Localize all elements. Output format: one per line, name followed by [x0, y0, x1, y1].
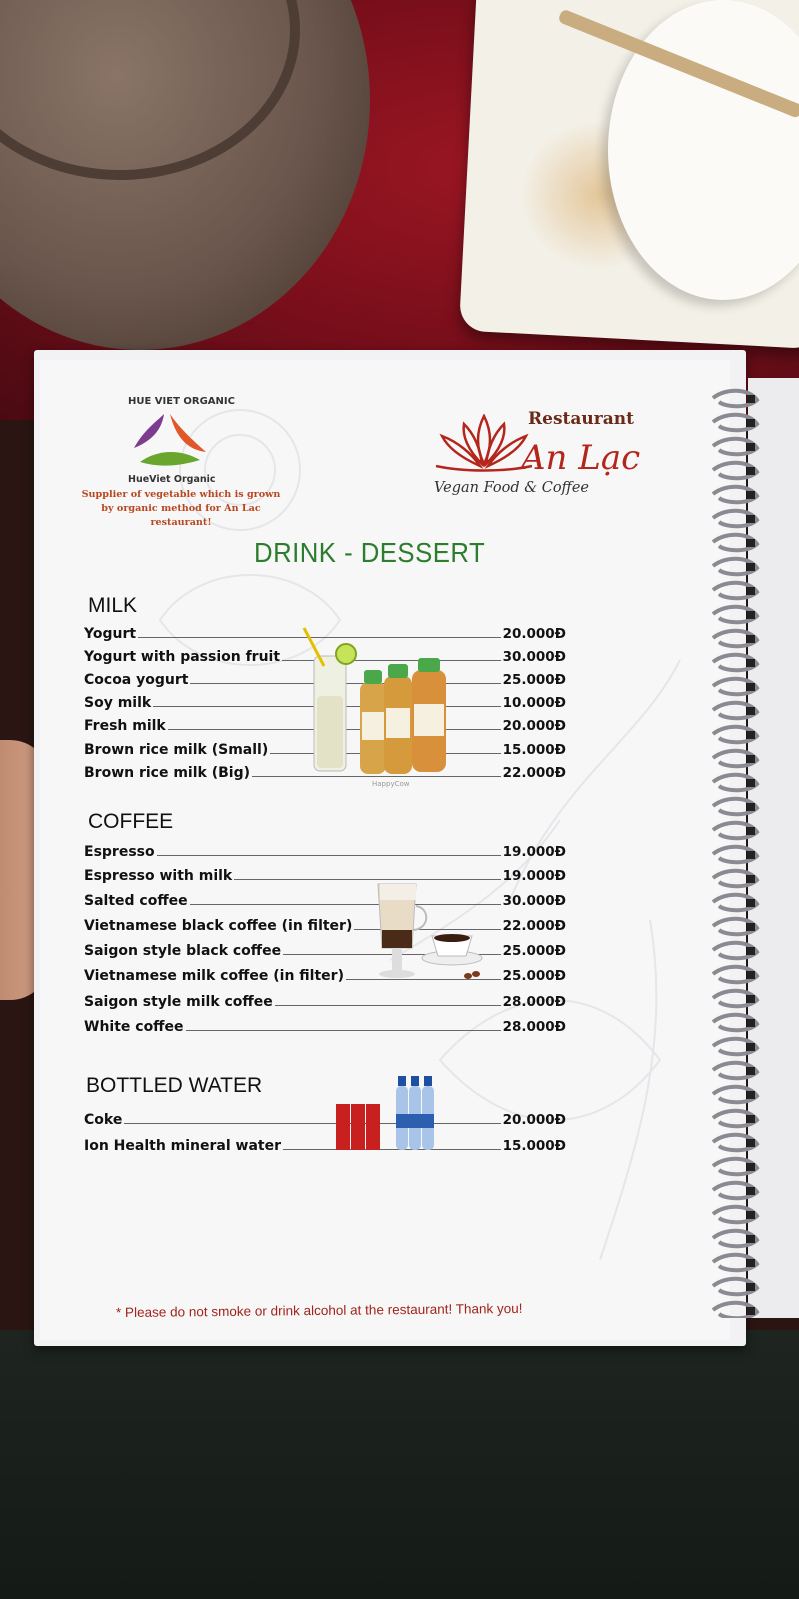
binding-hole	[747, 779, 755, 787]
menu-item-price: 22.000Đ	[502, 918, 566, 934]
binding-hole	[747, 539, 755, 547]
restaurant-word: Restaurant	[528, 409, 634, 429]
happycow-watermark: HappyCow	[372, 780, 410, 788]
binding-hole	[747, 1235, 755, 1243]
binding-hole	[747, 683, 755, 691]
menu-item-name: Ion Health mineral water	[84, 1138, 282, 1154]
binding-hole	[747, 731, 755, 739]
binding-hole	[747, 1211, 755, 1219]
coke-water-icon	[334, 1074, 444, 1154]
supplier-name: HueViet Organic	[128, 474, 216, 485]
yogurt-bottles-icon	[294, 626, 454, 781]
spiral-binding	[705, 388, 775, 1318]
menu-item-name: Yogurt	[84, 626, 137, 642]
menu-item-price: 30.000Đ	[502, 893, 566, 909]
menu-item-price: 22.000Đ	[502, 765, 566, 781]
menu-item-price: 20.000Đ	[502, 1112, 566, 1128]
binding-hole	[747, 1259, 755, 1267]
section-title-coffee: COFFEE	[88, 810, 174, 833]
binding-hole	[747, 1067, 755, 1075]
binding-hole	[747, 995, 755, 1003]
binding-hole	[747, 875, 755, 883]
menu-item-name: Vietnamese black coffee (in filter)	[84, 918, 353, 934]
menu-item-name: Brown rice milk (Small)	[84, 742, 269, 758]
menu-item-name: Yogurt with passion fruit	[84, 649, 281, 665]
lotus-logo-icon	[434, 414, 534, 474]
binding-hole	[747, 923, 755, 931]
menu-item-name: White coffee	[84, 1019, 184, 1035]
binding-hole	[747, 611, 755, 619]
binding-hole	[747, 515, 755, 523]
menu-item-name: Coke	[84, 1112, 123, 1128]
binding-hole	[747, 1019, 755, 1027]
binding-hole	[747, 947, 755, 955]
menu-item-row	[84, 964, 566, 984]
menu-item-row	[84, 840, 566, 860]
menu-item-name: Saigon style black coffee	[84, 943, 282, 959]
binding-hole	[747, 491, 755, 499]
menu-item-price: 25.000Đ	[502, 943, 566, 959]
section-title-bottled-water: BOTTLED WATER	[86, 1074, 263, 1097]
binding-hole	[747, 1283, 755, 1291]
leader-line	[124, 1123, 500, 1124]
binding-hole	[747, 803, 755, 811]
menu-item-name: Espresso	[84, 844, 155, 860]
binding-hole	[747, 1043, 755, 1051]
menu-item-price: 28.000Đ	[502, 1019, 566, 1035]
menu-item-price: 28.000Đ	[502, 994, 566, 1010]
menu-item-name: Brown rice milk (Big)	[84, 765, 250, 781]
binding-hole	[747, 1115, 755, 1123]
binding-hole	[747, 587, 755, 595]
binding-hole	[747, 635, 755, 643]
menu-item-price: 20.000Đ	[502, 626, 566, 642]
leader-line	[157, 855, 501, 856]
menu-item-row	[84, 1015, 566, 1035]
leader-line	[275, 1005, 501, 1006]
binding-hole	[747, 707, 755, 715]
binding-hole	[747, 1091, 755, 1099]
menu-item-row	[84, 864, 566, 884]
hueviet-organic-logo-icon	[130, 410, 210, 474]
binding-hole	[747, 1139, 755, 1147]
binding-hole	[747, 419, 755, 427]
dark-lap	[0, 1330, 799, 1599]
binding-hole	[747, 899, 755, 907]
leader-line	[186, 1030, 501, 1031]
supplier-description: Supplier of vegetable which is grown by organic method for An Lac restaurant!	[81, 489, 281, 528]
menu-item-price: 25.000Đ	[502, 968, 566, 984]
binding-hole	[747, 467, 755, 475]
menu-item-row	[84, 914, 566, 934]
menu-item-row	[84, 939, 566, 959]
footer-note: * Please do not smoke or drink alcohol at the restaurant! Thank you!	[115, 1300, 523, 1321]
restaurant-name: An Lạc	[521, 438, 641, 478]
menu-item-name: Fresh milk	[84, 718, 166, 734]
menu-item-row	[84, 1134, 566, 1154]
binding-hole	[747, 755, 755, 763]
menu-item-price: 19.000Đ	[502, 868, 566, 884]
menu-item-row	[84, 990, 566, 1010]
menu-item-name: Saigon style milk coffee	[84, 994, 273, 1010]
menu-item-price: 10.000Đ	[502, 695, 566, 711]
binding-hole	[747, 1307, 755, 1315]
binding-hole	[747, 851, 755, 859]
restaurant-tagline: Vegan Food & Coffee	[434, 480, 589, 496]
menu-item-row	[84, 1108, 566, 1128]
binding-hole	[747, 1163, 755, 1171]
binding-hole	[747, 827, 755, 835]
binding-hole	[747, 443, 755, 451]
binding-hole	[747, 563, 755, 571]
menu-item-name: Espresso with milk	[84, 868, 233, 884]
menu-item-row	[84, 889, 566, 909]
menu-item-price: 25.000Đ	[502, 672, 566, 688]
menu-item-price: 20.000Đ	[502, 718, 566, 734]
menu-item-name: Salted coffee	[84, 893, 188, 909]
menu-item-name: Soy milk	[84, 695, 152, 711]
menu-item-name: Vietnamese milk coffee (in filter)	[84, 968, 344, 984]
supplier-title: HUE VIET ORGANIC	[128, 396, 235, 407]
menu-item-price: 15.000Đ	[502, 1138, 566, 1154]
binding-hole	[747, 395, 755, 403]
coffee-cups-icon	[370, 878, 490, 988]
menu-item-price: 30.000Đ	[502, 649, 566, 665]
binding-hole	[747, 1187, 755, 1195]
section-title-milk: MILK	[88, 594, 138, 617]
page-title: DRINK - DESSERT	[254, 537, 486, 568]
menu-item-name: Cocoa yogurt	[84, 672, 189, 688]
binding-hole	[747, 971, 755, 979]
menu-item-price: 19.000Đ	[502, 844, 566, 860]
binding-hole	[747, 659, 755, 667]
menu-item-price: 15.000Đ	[502, 742, 566, 758]
